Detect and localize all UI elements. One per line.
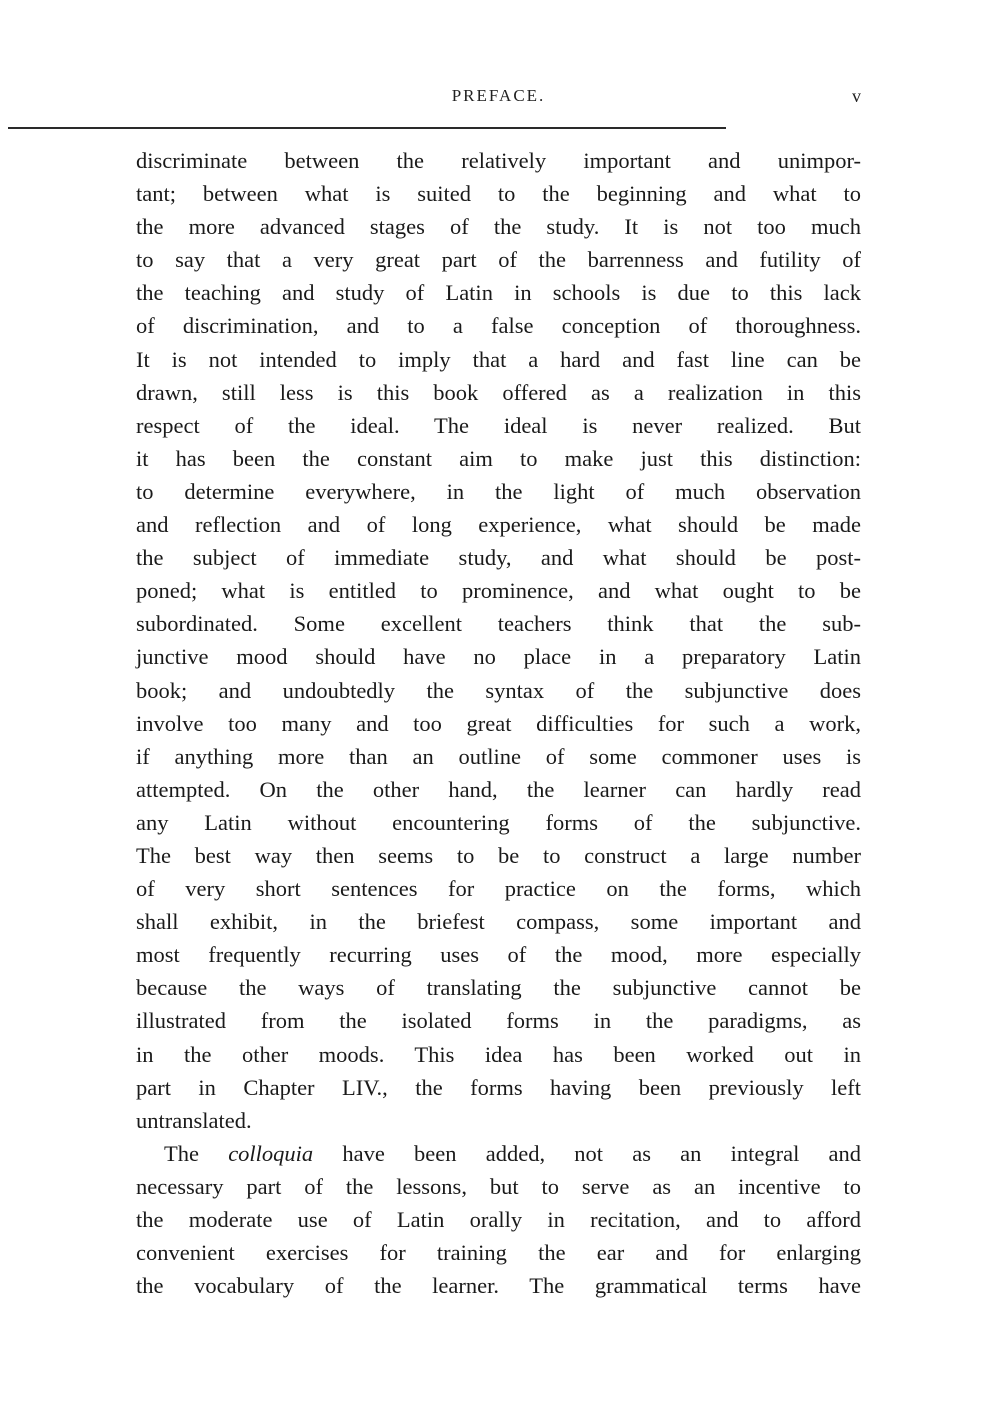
text-line: drawn, still less is this book offered as a realization in this (136, 379, 861, 405)
text-line: part in Chapter LIV., the forms having been previously left (136, 1074, 861, 1100)
text-line: necessary part of the lessons, but to serve as an incentive to (136, 1173, 861, 1199)
text-line: attempted. On the other hand, the learner can hardly read (136, 776, 861, 802)
text-line: illustrated from the isolated forms in the paradigms, as (136, 1008, 861, 1034)
book-page (136, 86, 861, 116)
text-line: the moderate use of Latin orally in recitation, and to afford (136, 1207, 861, 1232)
text-line: discriminate between the relatively important and unimpor- (136, 148, 861, 173)
text-line: the vocabulary of the learner. The grammatical terms have (136, 1273, 861, 1299)
text-line: any Latin without encountering forms of the subjunctive. (136, 809, 861, 835)
text-line: The best way then seems to be to construct a large number (136, 842, 861, 868)
text-segment: have been added, not as an integral and (313, 1140, 862, 1166)
text-line: untranslated. (136, 1107, 252, 1133)
text-line: it has been the constant aim to make just this distinction: (136, 445, 861, 471)
text-line: of discrimination, and to a false conception of thoroughness. (136, 313, 861, 339)
text-line: involve too many and too great difficulties for such a work, (136, 710, 861, 736)
text-line: subordinated. Some excellent teachers think that the sub- (136, 611, 861, 637)
text-line: of very short sentences for practice on the forms, which (136, 876, 861, 902)
text-segment: The (164, 1140, 229, 1166)
text-line: most frequently recurring uses of the mood, more especially (136, 942, 861, 968)
text-line: shall exhibit, in the briefest compass, some important and (136, 909, 861, 935)
page-number: v (852, 86, 861, 106)
paragraph-1 (136, 144, 861, 1137)
text-line: the teaching and study of Latin in schools is due to this lack (136, 280, 861, 306)
text-line: junctive mood should have no place in a preparatory Latin (136, 644, 861, 670)
text-line: tant; between what is suited to the beginning and what to (136, 181, 861, 207)
italic-term: colloquia (228, 1140, 314, 1166)
text-line: to say that a very great part of the barrenness and futility of (136, 247, 861, 273)
text-line: book; and undoubtedly the syntax of the subjunctive does (136, 677, 861, 703)
text-line: if anything more than an outline of some commoner uses is (136, 743, 861, 769)
text-line: to determine everywhere, in the light of much observation (136, 478, 861, 504)
text-line: respect of the ideal. The ideal is never realized. But (136, 412, 861, 438)
text-line: convenient exercises for training the ear and for enlarging (136, 1240, 861, 1266)
text-line: and reflection and of long experience, what should be made (136, 512, 861, 538)
text-line: It is not intended to imply that a hard and fast line can be (136, 346, 861, 372)
paragraph-2 (136, 1137, 861, 1302)
text-line-first (136, 1137, 861, 1170)
running-title: PREFACE. (451, 86, 546, 105)
text-line: the subject of immediate study, and what should be post- (136, 545, 861, 571)
text-line: poned; what is entitled to prominence, and what ought to be (136, 578, 861, 604)
text-line: because the ways of translating the subjunctive cannot be (136, 975, 861, 1001)
text-line: the more advanced stages of the study. It is not too much (136, 214, 861, 240)
header-rule (8, 127, 726, 129)
body-text (136, 144, 861, 1302)
running-head (136, 86, 861, 116)
text-line: in the other moods. This idea has been worked out in (136, 1041, 861, 1067)
